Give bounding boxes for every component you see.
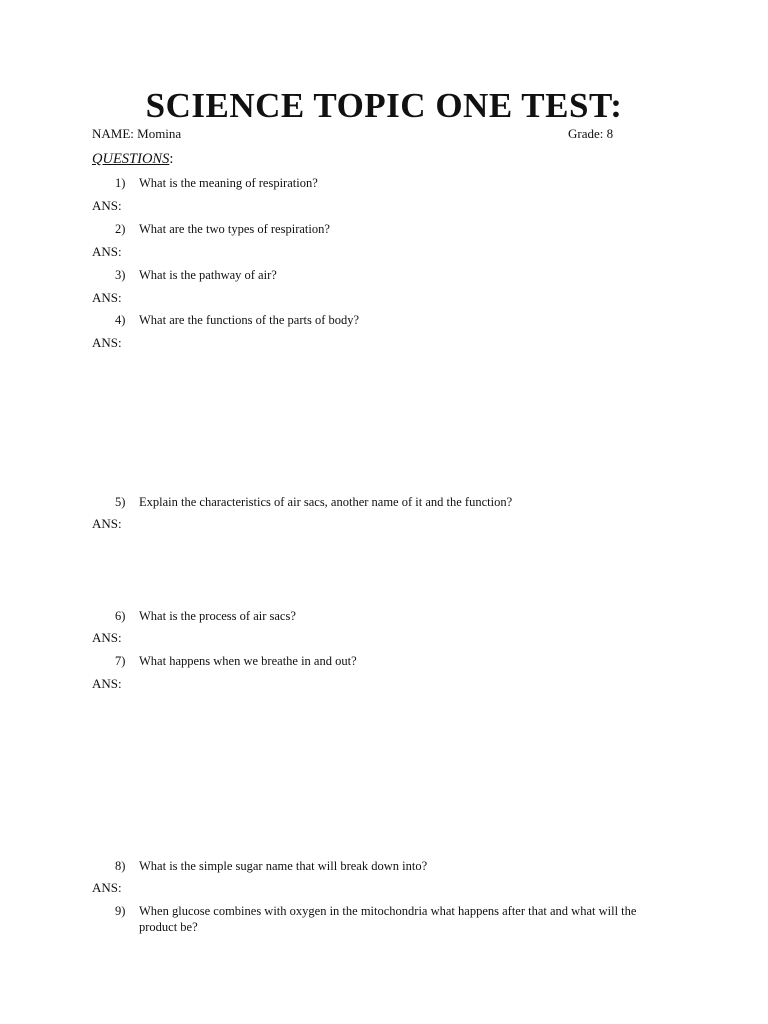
question-text: What happens when we breathe in and out?: [139, 654, 357, 668]
page-title: SCIENCE TOPIC ONE TEST:: [145, 86, 623, 125]
student-name: NAME: Momina: [92, 126, 182, 141]
question-number: 1): [115, 176, 126, 190]
question-text: What is the meaning of respiration?: [139, 176, 318, 190]
question-6: [115, 608, 669, 624]
question-number: 8): [115, 859, 126, 873]
question-7: [115, 653, 669, 669]
question-text: What is the process of air sacs?: [139, 609, 296, 623]
answer-label-5: ANS:: [92, 516, 122, 531]
question-8: [115, 858, 669, 874]
question-text: What is the simple sugar name that will break down into?: [139, 859, 428, 873]
question-number: 2): [115, 222, 126, 236]
questions-heading-colon: :: [169, 151, 174, 167]
answer-label-1: ANS:: [92, 198, 122, 213]
question-text: What is the pathway of air?: [139, 268, 277, 282]
question-number: 7): [115, 654, 126, 668]
question-4: [115, 312, 669, 328]
question-3: [115, 267, 669, 283]
question-text: When glucose combines with oxygen in the mitochondria what happens after that and what will the product be?: [139, 904, 637, 934]
questions-heading-word: QUESTIONS: [92, 151, 170, 167]
question-1: [115, 175, 669, 191]
question-number: 9): [115, 904, 126, 918]
question-9: [115, 903, 669, 935]
question-text: What are the functions of the parts of body?: [139, 313, 360, 327]
student-grade: Grade: 8: [568, 126, 614, 141]
question-text: What are the two types of respiration?: [139, 222, 330, 236]
question-5: [115, 494, 669, 510]
question-2: [115, 221, 669, 237]
question-number: 4): [115, 313, 126, 327]
question-number: 5): [115, 495, 126, 509]
question-number: 6): [115, 609, 126, 623]
question-text: Explain the characteristics of air sacs, another name of it and the function?: [139, 495, 513, 509]
question-number: 3): [115, 268, 126, 282]
answer-label-7: ANS:: [92, 676, 122, 691]
answer-label-8: ANS:: [92, 880, 122, 895]
questions-heading: [92, 150, 173, 168]
answer-label-6: ANS:: [92, 630, 122, 645]
answer-label-3: ANS:: [92, 290, 122, 305]
answer-label-2: ANS:: [92, 244, 122, 259]
answer-label-4: ANS:: [92, 335, 122, 350]
